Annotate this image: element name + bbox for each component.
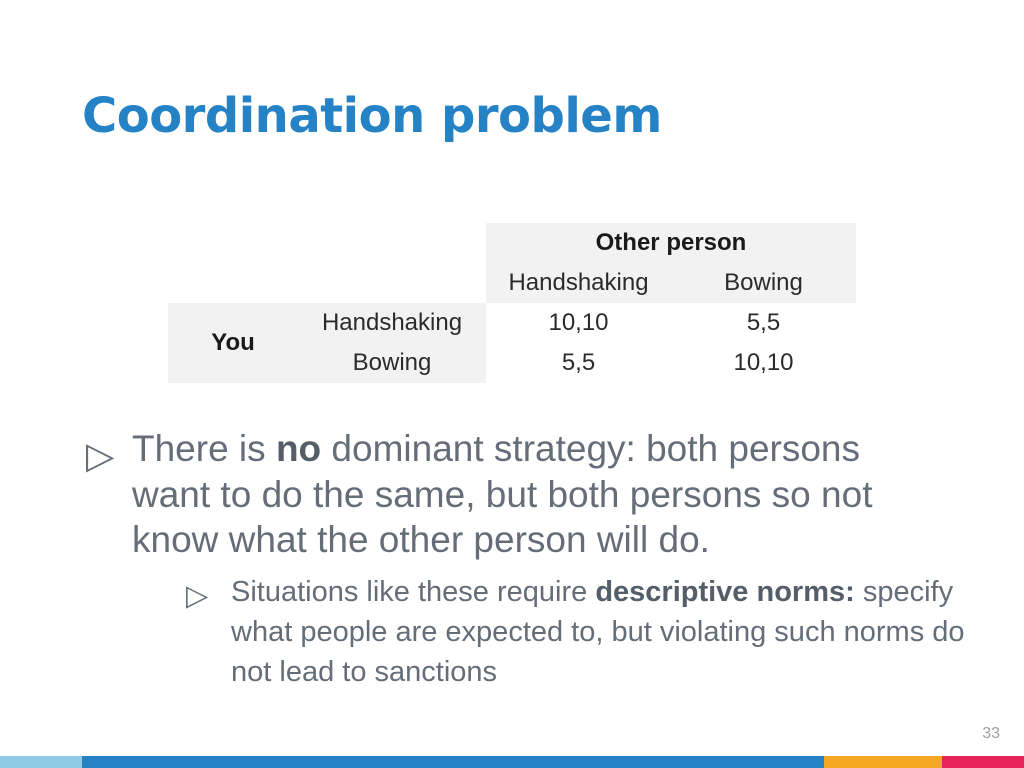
footer-color-bar [0,756,1024,768]
page-number: 33 [982,725,1000,742]
row-header-handshaking: Handshaking [321,309,463,336]
row-header-bowing: Bowing [352,349,432,376]
footer-segment-light-blue [0,756,82,768]
payoff-cell: 5,5 [746,309,781,336]
bullet-level-1 [86,426,946,563]
triangle-bullet-icon: ▷ [86,435,115,476]
bullet-text: There is no dominant strategy: both persons want to do the same, but both persons so not know what the other person will do. [132,428,873,560]
emphasis-no: no [275,428,322,469]
footer-segment-pink [942,756,1024,768]
slide-title: Coordination problem [82,88,662,144]
bullet-text: Situations like these require descriptive norms: specify what people are expected to, but violating such norms do not lead to sanctions [231,576,965,689]
column-header-bowing: Bowing [724,269,803,296]
bullet-level-2 [186,572,966,692]
triangle-bullet-icon: ▷ [186,580,209,612]
payoff-cell: 10,10 [733,349,794,376]
footer-segment-orange [824,756,942,768]
payoff-cell: 5,5 [561,349,596,376]
payoff-cell: 10,10 [548,309,609,336]
footer-segment-blue [82,756,824,768]
emphasis-descriptive-norms: descriptive norms: [595,576,855,608]
row-group-header: You [211,329,255,356]
column-header-handshaking: Handshaking [508,269,649,296]
column-group-header: Other person [595,229,747,256]
